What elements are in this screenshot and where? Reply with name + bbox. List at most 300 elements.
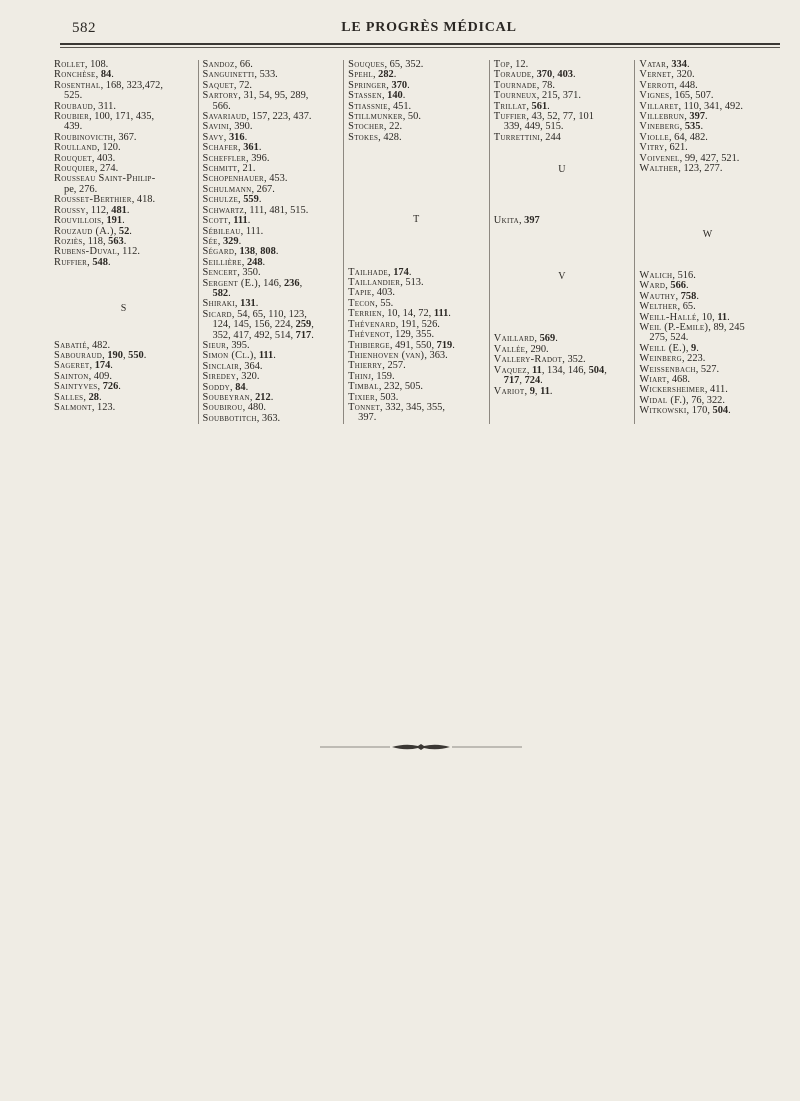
entry-line: Sageret, 174. [54,360,113,372]
bold-page-ref: 403 [557,69,573,81]
index-name: Tonnet [348,401,381,413]
entry-line: Wauthy, 758. [639,290,699,302]
entry-line: Stiassnie, 451. [348,100,412,112]
entry-line: Sanguinetti, 533. [202,69,278,81]
index-name: Springer [348,79,387,91]
index-name: Stokes [348,131,379,143]
entry-line: Vallée, 290. [493,343,549,355]
index-name: Tailhade [348,266,389,278]
entry-line: Simon (Cl.), 111. [202,350,276,362]
entry-line: Weill (E.), 9. [639,342,699,354]
index-name: Widal (F.) [639,394,686,406]
entry-line: Tapie, 403. [348,287,395,299]
section-gap [348,226,485,268]
index-name: Tourneux [493,90,537,102]
index-name: Saintyves [54,381,98,393]
entry-line: Villaret, 110, 341, 492. [639,100,744,112]
index-name: Soubbotitch [202,412,257,424]
entry-line: Toraude, 370, 403. [493,69,576,81]
entry-line: Tixier, 503. [348,391,399,403]
index-entry [348,133,485,143]
entry-line: Sartory, 31, 54, 95, 289, [202,90,309,102]
index-name: Thienhoven (van) [348,349,425,361]
index-name: Schmitt [202,163,238,175]
index-name: Wickersheimer [639,384,705,396]
index-name: Ruffier [54,256,88,268]
section-gap [494,176,631,216]
entry-line: Voivenel, 99, 427, 521. [639,152,740,164]
index-name: Weissenbach [639,363,696,375]
bold-page-ref: 138 [239,246,256,258]
entry-line: Sainton, 409. [54,370,112,382]
index-name: Roulland [54,142,98,154]
index-name: Terrien [348,308,382,320]
index-name: Vaillard [493,333,535,345]
index-name: Scott [202,215,229,227]
index-name: Schafer [202,142,239,154]
bold-page-ref: 504 [712,405,729,417]
bold-page-ref: 248 [246,256,263,268]
bold-page-ref: 370 [391,79,408,91]
bold-page-ref: 84 [235,381,246,393]
index-name: Vaquez [493,364,527,376]
section-gap [494,143,631,165]
index-name: Rouquier [54,163,95,175]
index-name: Stiassnie [348,100,388,112]
index-name: Ronchèse [54,69,96,81]
index-name: Voivenel [639,152,680,164]
entry-line: Sinclair, 364. [202,360,263,372]
index-name: Savariaud [202,111,247,123]
index-name: Rouzaud (A.) [54,225,114,237]
index-name: Rosenthal [54,79,101,91]
page-number: 582 [72,20,96,36]
index-name: Welther [639,301,678,313]
index-entry [494,366,631,387]
entry-line: Weil (P.-Emile), 89, 245 [639,321,745,333]
bold-page-ref: 481 [111,204,127,216]
entry-line: Scott, 111. [202,215,251,227]
entry-line: Rosenthal, 168, 323,472, [54,79,163,91]
section-gap [639,241,776,271]
index-entry [203,91,340,112]
entry-line: Stokes, 428. [348,131,402,143]
index-name: Sieur [202,339,227,351]
entry-line: Roubier, 100, 171, 435, [54,111,155,123]
index-name: Villebrun [639,111,685,123]
entry-line: Soddy, 84. [202,381,249,393]
index-entry [639,164,776,174]
entry-line: Vignes, 165, 507. [639,90,714,102]
index-entry [203,310,340,341]
entry-line: Roziès, 118, 563. [54,235,127,247]
index-name: Schulmann [202,183,252,195]
index-name: Saquet [202,79,234,91]
bold-page-ref: 9 [529,385,535,397]
index-entry [494,387,631,397]
bold-page-ref: 191 [106,215,123,227]
index-column-3 [343,60,489,424]
entry-line: Tuffier, 43, 52, 77, 101 [493,111,594,123]
index-name: Shiraki [202,298,235,310]
bold-page-ref: 329 [222,235,239,247]
index-name: Tapie [348,287,372,299]
bold-page-ref: 569 [539,333,556,345]
index-name: Ségard [202,246,235,258]
entry-line: Thierry, 257. [348,360,406,372]
bold-page-ref: 84 [100,69,112,81]
entry-line: Stillmunker, 50. [348,111,421,123]
index-name: Vallery-Radot [493,354,563,366]
entry-line: Sabatié, 482. [54,339,111,351]
index-name: Siredey [202,371,237,383]
entry-line: Savariaud, 157, 223, 437. [202,111,312,123]
journal-title: LE PROGRÈS MÉDICAL [341,20,517,35]
index-name: Savy [202,131,224,143]
bold-page-ref: 111 [233,215,248,227]
entry-continuation: 352, 417, 492, 514, 717. [212,329,314,341]
index-name: Tuffier [493,111,527,123]
entry-line: Sergent (E.), 146, 236, [202,277,303,289]
entry-continuation: 566. [212,100,231,112]
index-name: Sartory [202,90,239,102]
entry-line: Rousset-Berthier, 418. [54,194,156,206]
section-letter: V [558,271,566,283]
index-name: Rouquet [54,152,92,164]
entry-line: Rollet, 108. [54,59,109,70]
header-rule-thick [60,43,780,45]
bold-page-ref: 563 [108,235,124,247]
index-name: Ukita [493,214,519,226]
entry-line: Soubirou, 480. [202,402,266,414]
entry-line: Tecon, 55. [348,297,394,309]
entry-line: Weissenbach, 527. [639,363,720,375]
entry-line: Welther, 65. [639,301,696,313]
index-name: Thierry [348,360,383,372]
section-gap [54,268,194,304]
index-name: Ward [639,280,666,292]
index-name: Villaret [639,100,679,112]
index-name: Sabatié [54,339,87,351]
entry-line: Rouzaud (A.), 52. [54,225,132,237]
index-name: Salmont [54,401,92,413]
entry-line: Ronchèse, 84. [54,69,114,81]
entry-line: Thienhoven (van), 363. [348,349,448,361]
entry-continuation: 397. [358,412,377,424]
index-name: Variot [493,385,525,397]
entry-line: Tailhade, 174. [348,266,412,278]
index-name: Sée [202,235,218,247]
bold-page-ref: 316 [228,131,245,143]
bold-page-ref: 397 [524,214,540,226]
index-name: Wiart [639,373,667,385]
index-name: Tecon [348,297,376,309]
index-name: Turrettini [493,131,541,143]
index-name: Trillat [493,100,527,112]
index-name: Salles [54,391,84,403]
entry-line: Roulland, 120. [54,142,121,154]
entry-line: Walther, 123, 277. [639,163,723,175]
entry-line: Roubaud, 311. [54,100,116,112]
entry-line: Variot, 9, 11. [493,385,553,397]
bold-page-ref: 9 [691,342,697,354]
bold-page-ref: 11 [540,385,550,397]
index-name: Seillière [202,256,242,268]
bold-page-ref: 535 [684,121,701,133]
bold-page-ref: 370 [536,69,553,81]
index-name: Taillandier [348,277,401,289]
entry-line: Souques, 65, 352. [348,59,424,70]
entry-continuation: 717, 724. [503,375,543,387]
entry-line: Wiart, 468. [639,373,691,385]
bold-page-ref: 131 [240,298,256,310]
index-name: Weil (P.-Emile) [639,321,709,333]
index-name: Sabouraud [54,349,103,361]
bold-page-ref: 140 [387,90,403,102]
entry-line: Widal (F.), 76, 322. [639,394,725,406]
entry-line: Schwartz, 111, 481, 515. [202,204,309,216]
entry-line: Schopenhauer, 453. [202,173,288,185]
entry-line: Soubbotitch, 363. [202,412,281,424]
entry-line: Tourneux, 215, 371. [493,90,581,102]
bold-page-ref: 550 [128,349,144,361]
index-entry [203,414,340,424]
index-name: Weill-Hallé [639,311,697,323]
entry-line: Thévenard, 191, 526. [348,318,440,330]
bold-page-ref: 717 [503,375,520,387]
bold-page-ref: 719 [436,339,453,351]
bold-page-ref: 236 [283,277,300,289]
entry-line: Schulmann, 267. [202,183,275,195]
index-name: Sicard [202,308,232,320]
entry-line: Roussy, 112, 481. [54,204,130,216]
bold-page-ref: 111 [433,308,449,320]
entry-line: Thinj, 159. [348,370,395,382]
entry-line: Witkowski, 170, 504. [639,405,731,417]
index-name: Stassen [348,90,382,102]
index-name: Soddy [202,381,231,393]
index-name: Tixier [348,391,375,403]
entry-line: Saquet, 72. [202,79,253,91]
entry-line: Sabouraud, 190, 550. [54,349,147,361]
index-entry [639,406,776,416]
entry-line: Salles, 28. [54,391,102,403]
entry-line: Vineberg, 535. [639,121,704,133]
entry-line: Shiraki, 131. [202,298,259,310]
index-name: Soubeyran [202,392,250,403]
entry-line: Salmont, 123. [54,401,116,413]
entry-line: Vaquez, 11, 134, 146, 504, [493,364,607,376]
index-name: Vernet [639,69,672,81]
entry-line: Stassen, 140. [348,90,406,102]
index-name: Walich [639,269,673,281]
index-name: Wauthy [639,290,676,302]
entry-line: Thibierge, 491, 550, 719. [348,339,455,351]
index-column-5 [634,60,780,424]
index-name: Verroti [639,79,675,91]
end-ornament [320,740,522,754]
index-name: Walther [639,163,679,175]
entry-line: Schmitt, 21. [202,163,256,175]
entry-line: Ruffier, 548. [54,256,111,268]
entry-line: Vatar, 334. [639,59,690,70]
index-name: Weinberg [639,353,682,365]
entry-line: Savy, 316. [202,131,248,143]
index-entry [639,323,776,344]
index-column-2 [198,60,344,424]
entry-continuation: pe, 276. [64,183,98,195]
entry-line: Roubinovicth, 367. [54,131,137,143]
bold-page-ref: 28 [88,391,99,403]
index-columns [52,60,780,424]
index-entry [494,133,631,143]
entry-line: Sencert, 350. [202,267,261,279]
section-letter: W [702,229,713,241]
bold-page-ref: 548 [92,256,108,268]
entry-line: Top, 12. [493,59,529,70]
entry-line: Tonnet, 332, 345, 355, [348,401,445,413]
entry-line: Villebrun, 397. [639,111,708,123]
index-name: Roubier [54,111,90,123]
index-name: Timbal [348,381,379,393]
section-gap [494,226,631,272]
index-name: Rouvillois [54,215,102,227]
entry-continuation: 439. [64,121,83,133]
index-entry [54,174,194,195]
entry-line: Violle, 64, 482. [639,131,708,143]
index-entry [203,279,340,300]
index-name: Rollet [54,59,85,70]
index-name: Tournade [493,79,537,91]
entry-line: Springer, 370. [348,79,410,91]
index-name: Witkowski [639,405,687,417]
entry-line: Rubens-Duval, 112. [54,246,140,258]
index-name: Roubaud [54,100,93,112]
index-name: Vatar [639,59,667,70]
index-name: Soubirou [202,402,243,414]
entry-line: Rouvillois, 191. [54,215,125,227]
index-name: Sandoz [202,59,235,70]
index-entry [54,258,194,268]
section-gap [348,143,485,215]
index-name: Schulze [202,194,239,206]
index-entry [54,403,194,413]
entry-line: Vernet, 320. [639,69,695,81]
bold-page-ref: 397 [689,111,706,123]
bold-page-ref: 111 [258,350,274,362]
entry-line: Sicard, 54, 65, 110, 123, [202,308,307,320]
index-name: Schwartz [202,204,245,216]
entry-continuation: 339, 449, 515. [503,121,564,133]
section-letter: S [120,303,127,315]
bold-page-ref: 174 [94,360,111,372]
bold-page-ref: 11 [717,311,728,323]
bold-page-ref: 52 [118,225,130,237]
entry-line: Ségard, 138, 808. [202,246,279,258]
index-name: Simon (Cl.) [202,350,254,362]
entry-line: Rouquier, 274. [54,163,119,175]
index-name: Sébileau [202,225,241,237]
index-name: Rousset-Berthier [54,194,132,206]
index-name: Thévenard [348,318,396,330]
index-name: Top [493,59,510,70]
section-gap [639,174,776,230]
entry-continuation: 275, 524. [649,332,689,344]
bold-page-ref: 282 [378,69,394,81]
bold-page-ref: 717 [295,329,312,341]
index-column-1 [52,60,198,424]
entry-line: Sée, 329. [202,235,242,247]
index-entry [494,216,631,226]
index-name: Weill (E.) [639,342,686,354]
index-name: Sainton [54,370,89,382]
entry-line: Sieur, 395. [202,339,250,351]
entry-line: Schulze, 559. [202,194,262,206]
index-entry [54,81,194,102]
entry-line: Spehl, 282. [348,69,397,81]
entry-continuation: 582. [212,287,231,299]
entry-line: Ward, 566. [639,280,689,292]
entry-line: Taillandier, 513. [348,277,424,289]
index-name: Sergent (E.) [202,277,258,289]
entry-line: Ukita, 397 [493,214,540,226]
index-name: Roussy [54,204,86,216]
index-name: Roubinovicth [54,131,114,143]
index-name: Sanguinetti [202,69,255,81]
section-letter: T [413,214,420,226]
index-name: Violle [639,131,669,143]
index-column-4 [489,60,635,424]
entry-line: Trillat, 561. [493,100,550,112]
entry-line: Stocher, 22. [348,121,403,133]
index-name: Sencert [202,267,238,279]
entry-line: Rouquet, 403. [54,152,116,164]
index-name: Sageret [54,360,90,372]
index-name: Vitry [639,142,665,154]
bold-page-ref: 190 [107,349,123,361]
entry-line: Sandoz, 66. [202,59,253,70]
bold-page-ref: 259 [295,319,312,331]
entry-line: Tournade, 78. [493,79,555,91]
bold-page-ref: 334 [671,59,687,70]
entry-line: Seillière, 248. [202,256,266,268]
entry-line: Timbal, 232, 505. [348,381,424,393]
entry-line: Soubeyran, 212. [202,392,274,403]
entry-line: Wickersheimer, 411. [639,384,728,396]
entry-continuation: 124, 145, 156, 224, 259, [212,319,314,331]
entry-line: Vallery-Radot, 352. [493,354,586,366]
bold-page-ref: 504 [588,364,605,376]
index-name: Vallée [493,343,526,355]
index-name: Toraude [493,69,532,81]
bold-page-ref: 726 [102,381,119,393]
index-name: Vineberg [639,121,680,133]
index-name: Rubens-Duval [54,246,117,258]
index-name: Schopenhauer [202,173,265,185]
bold-page-ref: 758 [680,290,697,302]
index-entry [494,112,631,133]
bold-page-ref: 212 [255,392,271,403]
entry-line: Walich, 516. [639,269,696,281]
index-name: Roziès [54,235,83,247]
entry-line: Weinberg, 223. [639,353,706,365]
index-name: Sinclair [202,360,240,372]
entry-line: Weill-Hallé, 10, 11. [639,311,730,323]
bold-page-ref: 561 [531,100,548,112]
index-name: Vignes [639,90,670,102]
section-gap [494,282,631,334]
entry-line: Saintyves, 726. [54,381,121,393]
